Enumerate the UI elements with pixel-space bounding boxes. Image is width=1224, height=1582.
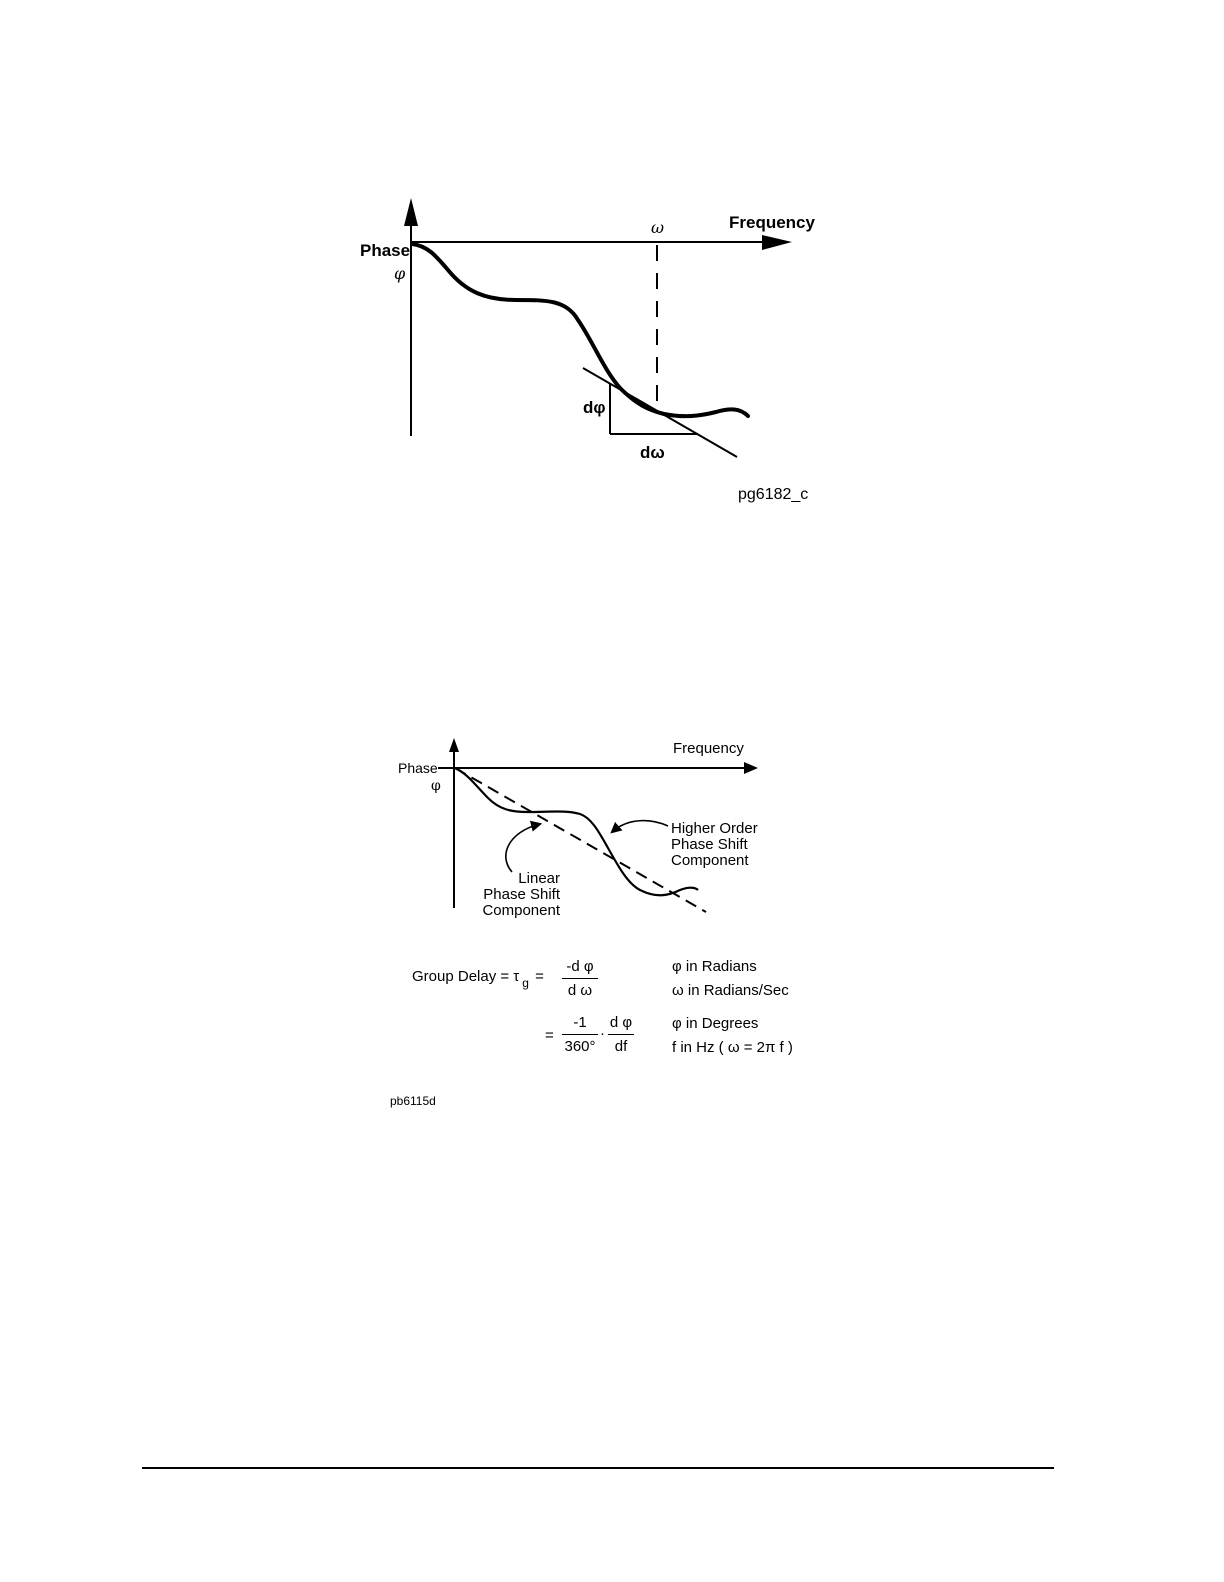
formula-lhs (412, 968, 544, 990)
formula-lhs-text: Group Delay = τ (412, 968, 520, 985)
fig2-linear-pointer (506, 824, 540, 872)
formula-subscript: g (522, 976, 529, 990)
formula-note-hz: f in Hz ( ω = 2π f ) (672, 1039, 793, 1056)
formula-frac3-denominator: df (614, 1038, 628, 1055)
fig2-y-axis-label: Phase (398, 760, 438, 776)
formula-frac3-numerator: d φ (609, 1014, 633, 1031)
fig2-linear-line1: Linear (518, 870, 560, 887)
figure1-graphic (404, 198, 792, 457)
fig2-higher-order-pointer (612, 821, 668, 832)
fig2-higher-order-line2: Phase Shift (671, 836, 748, 853)
fig1-y-axis-arrowhead (404, 198, 418, 226)
fig1-phase-curve (412, 244, 748, 416)
fig2-higher-order-line1: Higher Order (671, 820, 758, 837)
fig2-y-axis-symbol: φ (431, 778, 441, 794)
formula-frac1-numerator: -d φ (566, 958, 594, 975)
fig2-linear-label (468, 871, 560, 919)
fig2-y-axis-arrowhead (449, 738, 459, 752)
formula-frac3-bar (608, 1034, 634, 1035)
fig1-x-axis-arrowhead (762, 235, 792, 250)
fig1-domega-label: dω (640, 443, 665, 462)
formula-note-radians-sec: ω in Radians/Sec (672, 982, 789, 999)
fig2-x-axis-label: Frequency (673, 740, 744, 757)
fig1-y-axis-label: Phase (360, 241, 411, 260)
formula-frac2-numerator: -1 (573, 1014, 587, 1031)
fig1-dphi-label: dφ (583, 398, 606, 417)
formula-frac2-denominator: 360° (564, 1038, 596, 1055)
formula-fraction-1 (562, 958, 598, 999)
fig2-linear-line3: Component (482, 902, 560, 919)
formula-frac2-bar (562, 1034, 598, 1035)
formula-equals-1: = (535, 968, 544, 985)
formula-fraction-3 (608, 1014, 634, 1055)
fig1-omega-marker: ω (651, 218, 665, 237)
fig1-y-axis-symbol: φ (394, 264, 406, 283)
formula-note-degrees: φ in Degrees (672, 1015, 759, 1032)
fig2-higher-order-line3: Component (671, 852, 749, 869)
formula-equals-2: = (545, 1027, 554, 1044)
formula-frac1-bar (562, 978, 598, 979)
formula-frac1-denominator: d ω (567, 982, 593, 999)
fig1-figure-id: pg6182_c (738, 486, 809, 503)
formula-note-radians: φ in Radians (672, 958, 757, 975)
fig2-figure-id: pb6115d (390, 1094, 436, 1108)
fig1-x-axis-label: Frequency (729, 213, 815, 232)
fig2-linear-line2: Phase Shift (483, 886, 560, 903)
formula-fraction-2 (562, 1014, 598, 1055)
fig2-higher-order-label (671, 821, 758, 869)
formula-multiply-dot: · (600, 1025, 605, 1042)
fig2-x-axis-arrowhead (744, 762, 758, 774)
